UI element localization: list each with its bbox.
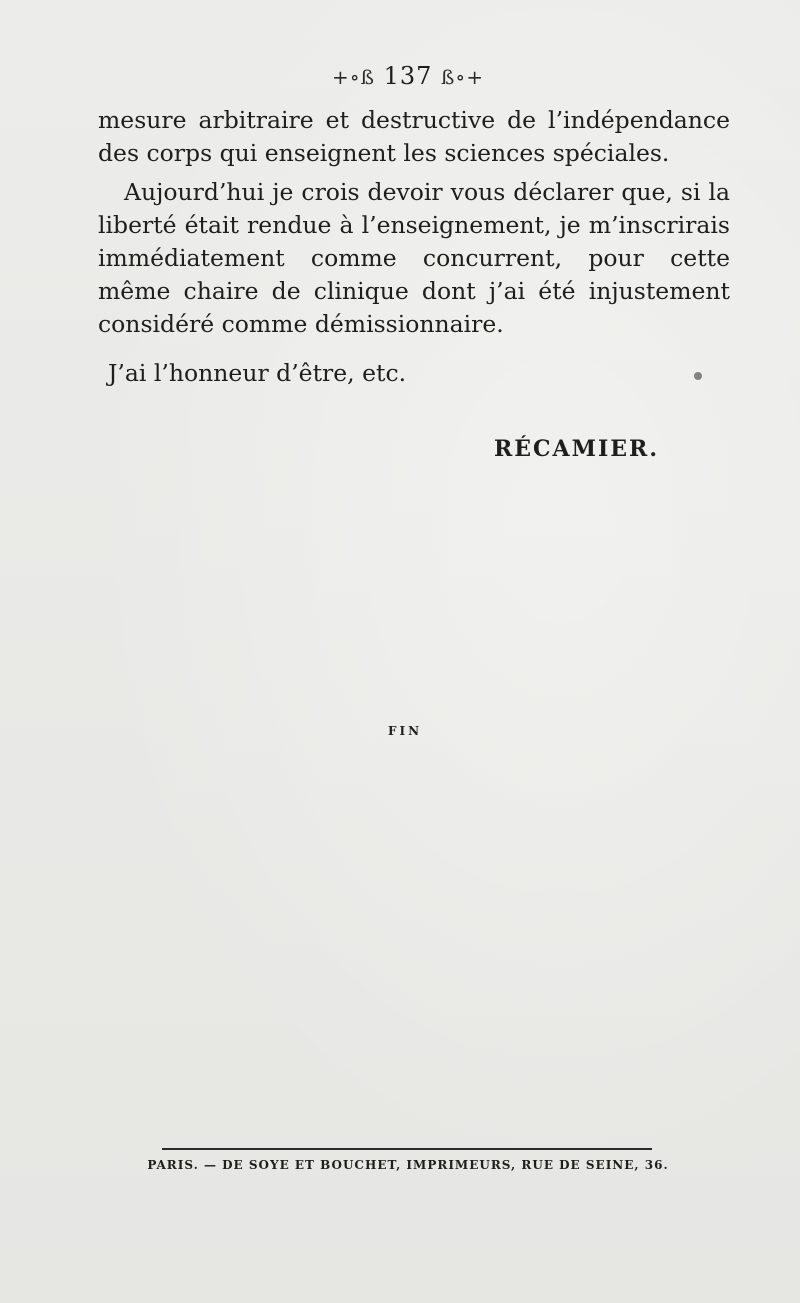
page-header xyxy=(0,62,800,90)
ornament-right: ß∘+ xyxy=(441,65,484,89)
ornament-left: +∘ß xyxy=(332,65,375,89)
fin-label: FIN xyxy=(387,724,423,738)
printer-colophon: PARIS. — DE SOYE ET BOUCHET, IMPRIMEURS, RUE DE SEINE, 36. xyxy=(147,1158,669,1172)
page-number: 137 xyxy=(383,62,433,90)
paragraph-1: mesure arbitraire et destructive de l’indépendance des corps qui enseignent les sciences spéciales. xyxy=(98,106,730,167)
body-text xyxy=(98,104,730,390)
paragraph-2: Aujourd’hui je crois devoir vous déclarer que, si la liberté était rendue à l’enseignement, je m’inscrirais immédiatement comme concurrent, pour cette même chaire de clinique dont j’ai été injustement considéré comme démissionnaire. xyxy=(98,178,730,338)
ink-speck xyxy=(694,372,702,380)
divider-rule xyxy=(162,1148,652,1150)
signature: RÉCAMIER. xyxy=(494,436,659,462)
paragraph-3: J’ai l’honneur d’être, etc. xyxy=(108,359,407,387)
